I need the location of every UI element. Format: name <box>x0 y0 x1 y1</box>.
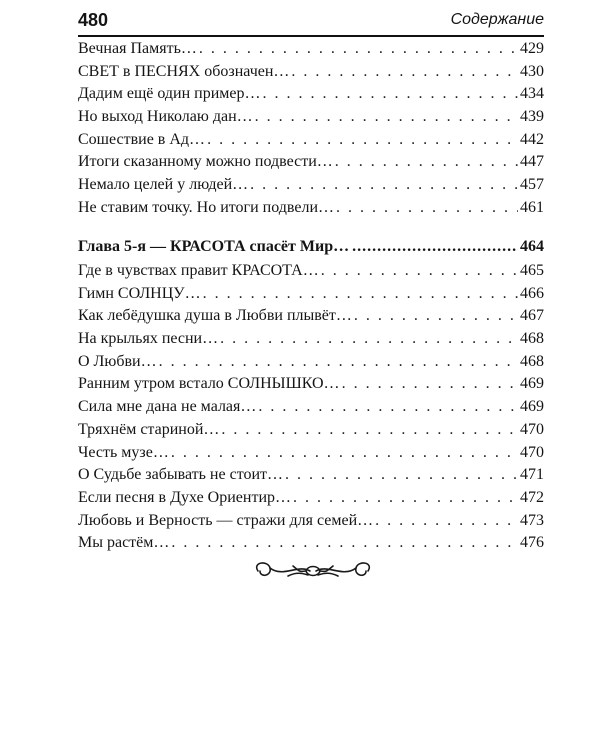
toc-entry-title: Сошествие в Ад… <box>78 130 206 148</box>
toc-entry-title: О Судьбе забывать не стоит… <box>78 466 284 484</box>
toc-entry-page: 434 <box>520 85 544 103</box>
dot-leader <box>221 421 518 439</box>
toc-list-before-chapter <box>78 40 544 222</box>
page-number: 480 <box>78 10 109 30</box>
toc-entry-page: 469 <box>520 398 544 416</box>
dot-leader <box>159 353 518 371</box>
dot-leader <box>258 398 518 416</box>
toc-entry-page: 439 <box>520 108 544 126</box>
toc-entry-page: 470 <box>520 443 544 461</box>
dot-leader <box>203 285 518 303</box>
dot-leader <box>293 489 518 507</box>
header-rule <box>78 35 544 37</box>
toc-entry <box>78 398 544 421</box>
toc-entry-page: 447 <box>520 153 544 171</box>
toc-entry <box>78 262 544 285</box>
toc-entry <box>78 85 544 108</box>
toc-entry-title: Честь музе… <box>78 443 169 461</box>
toc-entry <box>78 534 544 557</box>
toc-entry <box>78 153 544 176</box>
toc-entry-page: 457 <box>520 176 544 194</box>
decorative-flourish-icon <box>248 556 378 586</box>
toc-entry-page: 470 <box>520 420 544 438</box>
toc-entry <box>78 444 544 467</box>
toc-entry <box>78 307 544 330</box>
toc-entry-title: Не ставим точку. Но итоги подвели… <box>78 198 335 216</box>
toc-entry-title: Сила мне дана не малая… <box>78 398 257 416</box>
dot-leader <box>375 512 518 530</box>
toc-entry <box>78 421 544 444</box>
toc-entry-page: 430 <box>520 62 544 80</box>
toc-list-chapter-five <box>78 262 544 557</box>
toc-entry <box>78 40 544 63</box>
toc-entry-title: СВЕТ в ПЕСНЯХ обозначен… <box>78 62 290 80</box>
section-title: Содержание <box>450 11 544 28</box>
toc-entry <box>78 176 544 199</box>
toc-entry-page: 469 <box>520 375 544 393</box>
toc-entry-page: 472 <box>520 488 544 506</box>
dot-leader <box>352 238 517 256</box>
toc-entry-title: Мы растём… <box>78 534 170 552</box>
toc-entry-page: 429 <box>520 40 544 57</box>
toc-entry <box>78 512 544 535</box>
chapter-heading <box>78 238 544 256</box>
toc-entry-page: 466 <box>520 284 544 302</box>
page-header <box>78 9 544 33</box>
toc-entry <box>78 466 544 489</box>
dot-leader <box>250 176 518 194</box>
toc-entry <box>78 108 544 131</box>
toc-entry-page: 461 <box>520 198 544 216</box>
toc-entry-title: Тряхнём стариной… <box>78 420 220 438</box>
toc-entry-title: Ранним утром встало СОЛНЫШКО… <box>78 375 340 393</box>
toc-entry-title: О Любви… <box>78 352 157 370</box>
toc-entry <box>78 285 544 308</box>
dot-leader <box>342 375 518 393</box>
toc-entry-title: Как лебёдушка душа в Любви плывёт… <box>78 307 352 325</box>
toc-entry-page: 476 <box>520 534 544 552</box>
toc-entry-page: 467 <box>520 307 544 325</box>
toc-entry-page: 471 <box>520 466 544 484</box>
toc-entry-title: Где в чувствах правит КРАСОТА… <box>78 262 319 279</box>
dot-leader <box>207 131 518 149</box>
dot-leader <box>199 40 518 58</box>
toc-entry-page: 468 <box>520 330 544 348</box>
toc-entry <box>78 353 544 376</box>
toc-entry <box>78 330 544 353</box>
dot-leader <box>171 444 518 462</box>
chapter-title: Глава 5-я — КРАСОТА спасёт Мир… <box>78 238 350 255</box>
dot-leader <box>321 262 518 280</box>
dot-leader <box>354 307 518 325</box>
toc-entry-title: Немало целей у людей… <box>78 176 249 194</box>
toc-entry-title: Если песня в Духе Ориентир… <box>78 488 292 506</box>
dot-leader <box>263 85 518 103</box>
toc-entry <box>78 63 544 86</box>
toc-entry-title: На крыльях песни… <box>78 330 219 348</box>
toc-entry-page: 468 <box>520 352 544 370</box>
toc-entry-title: Итоги сказанному можно подвести… <box>78 153 333 171</box>
toc-entry-title: Но выход Николаю дан… <box>78 108 253 126</box>
dot-leader <box>291 63 518 81</box>
dot-leader <box>171 534 518 552</box>
toc-entry <box>78 199 544 222</box>
dot-leader <box>335 153 518 171</box>
dot-leader <box>220 330 518 348</box>
dot-leader <box>285 466 518 484</box>
dot-leader <box>336 199 518 217</box>
toc-entry <box>78 375 544 398</box>
chapter-page: 464 <box>520 238 544 255</box>
dot-leader <box>255 108 518 126</box>
toc-entry-page: 473 <box>520 511 544 529</box>
toc-entry <box>78 131 544 154</box>
toc-entry-page: 442 <box>520 130 544 148</box>
toc-entry <box>78 489 544 512</box>
toc-entry-title: Дадим ещё один пример… <box>78 85 261 103</box>
toc-entry-page: 465 <box>520 262 544 279</box>
toc-entry-title: Вечная Память… <box>78 40 197 57</box>
toc-entry-title: Любовь и Верность — стражи для семей… <box>78 511 374 529</box>
toc-entry-title: Гимн СОЛНЦУ… <box>78 284 201 302</box>
